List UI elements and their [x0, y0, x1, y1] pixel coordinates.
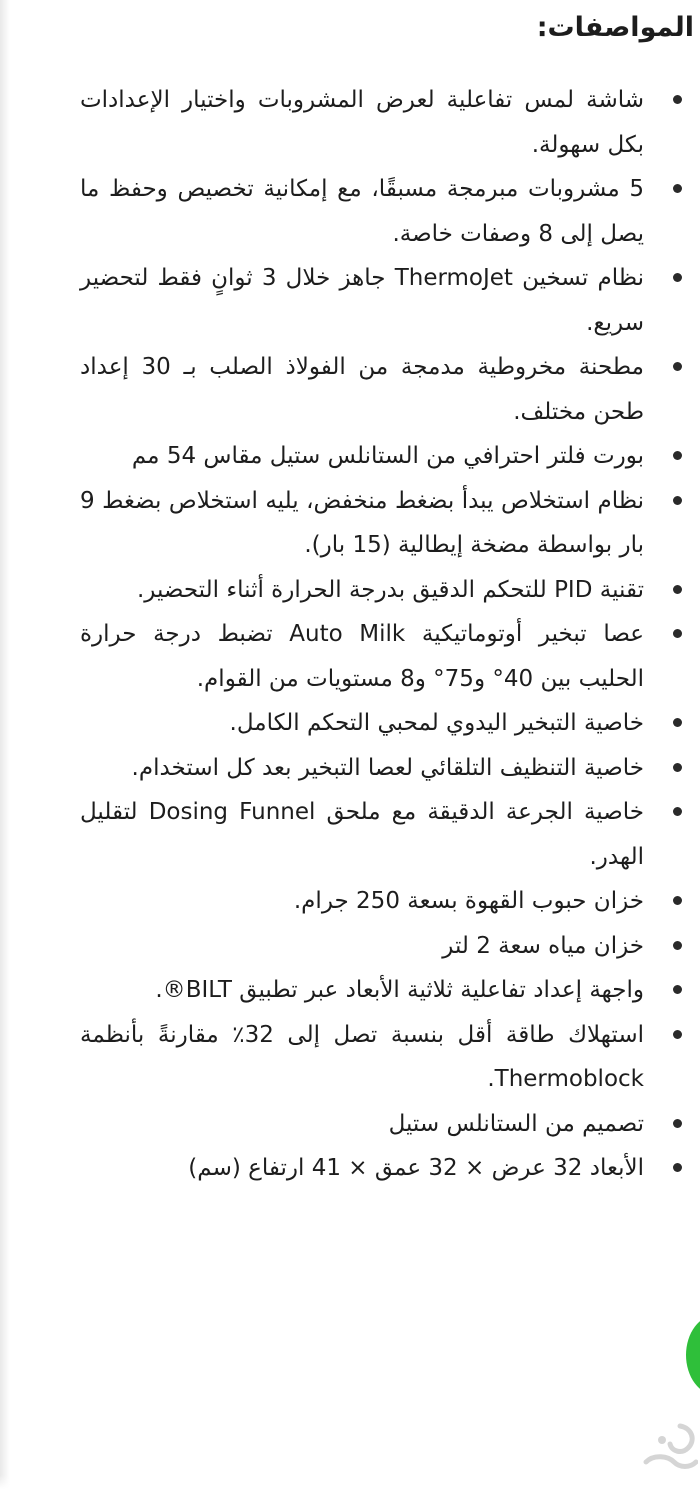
spec-text: خزان مياه سعة 2 لتر [442, 932, 644, 959]
specs-heading: المواصفات: [536, 12, 694, 43]
bullet-icon [673, 1163, 682, 1172]
spec-item [80, 924, 644, 969]
spec-item [80, 790, 644, 879]
bullet-icon [673, 629, 682, 638]
spec-item [80, 879, 644, 924]
bullet-icon [673, 941, 682, 950]
spec-text: مطحنة مخروطية مدمجة من الفولاذ الصلب بـ 30 إعداد طحن مختلف. [80, 354, 644, 425]
spec-item [80, 256, 644, 345]
spec-item [80, 1146, 644, 1191]
spec-text: نظام تسخين ThermoJet جاهز خلال 3 ثوانٍ فقط لتحضير سريع. [80, 265, 644, 336]
bullet-icon [673, 273, 682, 282]
spec-text: نظام استخلاص يبدأ بضغط منخفض، يليه استخلاص بضغط 9 بار بواسطة مضخة إيطالية (15 بار). [80, 487, 644, 558]
spec-item [80, 479, 644, 568]
spec-text: خاصية التبخير اليدوي لمحبي التحكم الكامل. [229, 710, 644, 736]
bullet-icon [673, 896, 682, 905]
bullet-icon [673, 95, 682, 104]
bullet-icon [673, 362, 682, 371]
spec-text: خاصية التنظيف التلقائي لعصا التبخير بعد كل استخدام. [131, 754, 644, 781]
spec-item [80, 568, 644, 613]
spec-text: عصا تبخير أوتوماتيكية Auto Milk تضبط درجة حرارة الحليب بين 40° و75° و8 مستويات من القوام. [80, 621, 644, 692]
bottom-fade [0, 1475, 700, 1489]
spec-text: تصميم من الستانلس ستيل [388, 1110, 644, 1137]
bullet-icon [673, 496, 682, 505]
watermark-logo-icon [640, 1418, 698, 1478]
spec-text: بورت فلتر احترافي من الستانلس ستيل مقاس 54 مم [131, 443, 644, 469]
bullet-icon [673, 585, 682, 594]
bullet-icon [673, 807, 682, 816]
spec-item [80, 1013, 644, 1102]
spec-item [80, 78, 644, 167]
spec-list [80, 78, 644, 1191]
bullet-icon [673, 451, 682, 460]
spec-text: شاشة لمس تفاعلية لعرض المشروبات واختيار الإعدادات بكل سهولة. [80, 87, 644, 158]
spec-text: الأبعاد 32 عرض × 32 عمق × 41 ارتفاع (سم) [188, 1155, 644, 1181]
bullet-icon [673, 1119, 682, 1128]
bullet-icon [673, 985, 682, 994]
spec-item [80, 345, 644, 434]
spec-item [80, 746, 644, 791]
spec-item [80, 1102, 644, 1147]
spec-text: خزان حبوب القهوة بسعة 250 جرام. [293, 888, 644, 914]
spec-text: خاصية الجرعة الدقيقة مع ملحق Dosing Funnel لتقليل الهدر. [80, 799, 645, 870]
spec-item [80, 434, 644, 479]
bullet-icon [673, 763, 682, 772]
spec-text: تقنية PID للتحكم الدقيق بدرجة الحرارة أثناء التحضير. [136, 576, 644, 603]
bullet-icon [673, 1030, 682, 1039]
spec-item [80, 612, 644, 701]
spec-item [80, 968, 644, 1013]
spec-text: 5 مشروبات مبرمجة مسبقًا، مع إمكانية تخصيص وحفظ ما يصل إلى 8 وصفات خاصة. [80, 176, 644, 247]
spec-item [80, 167, 644, 256]
spec-text: واجهة إعداد تفاعلية ثلاثية الأبعاد عبر تطبيق BILT®. [155, 977, 644, 1003]
bullet-icon [673, 184, 682, 193]
spec-text: استهلاك طاقة أقل بنسبة تصل إلى 32٪ مقارنةً بأنظمة Thermoblock. [80, 1021, 644, 1092]
spec-item [80, 701, 644, 746]
bullet-icon [673, 718, 682, 727]
